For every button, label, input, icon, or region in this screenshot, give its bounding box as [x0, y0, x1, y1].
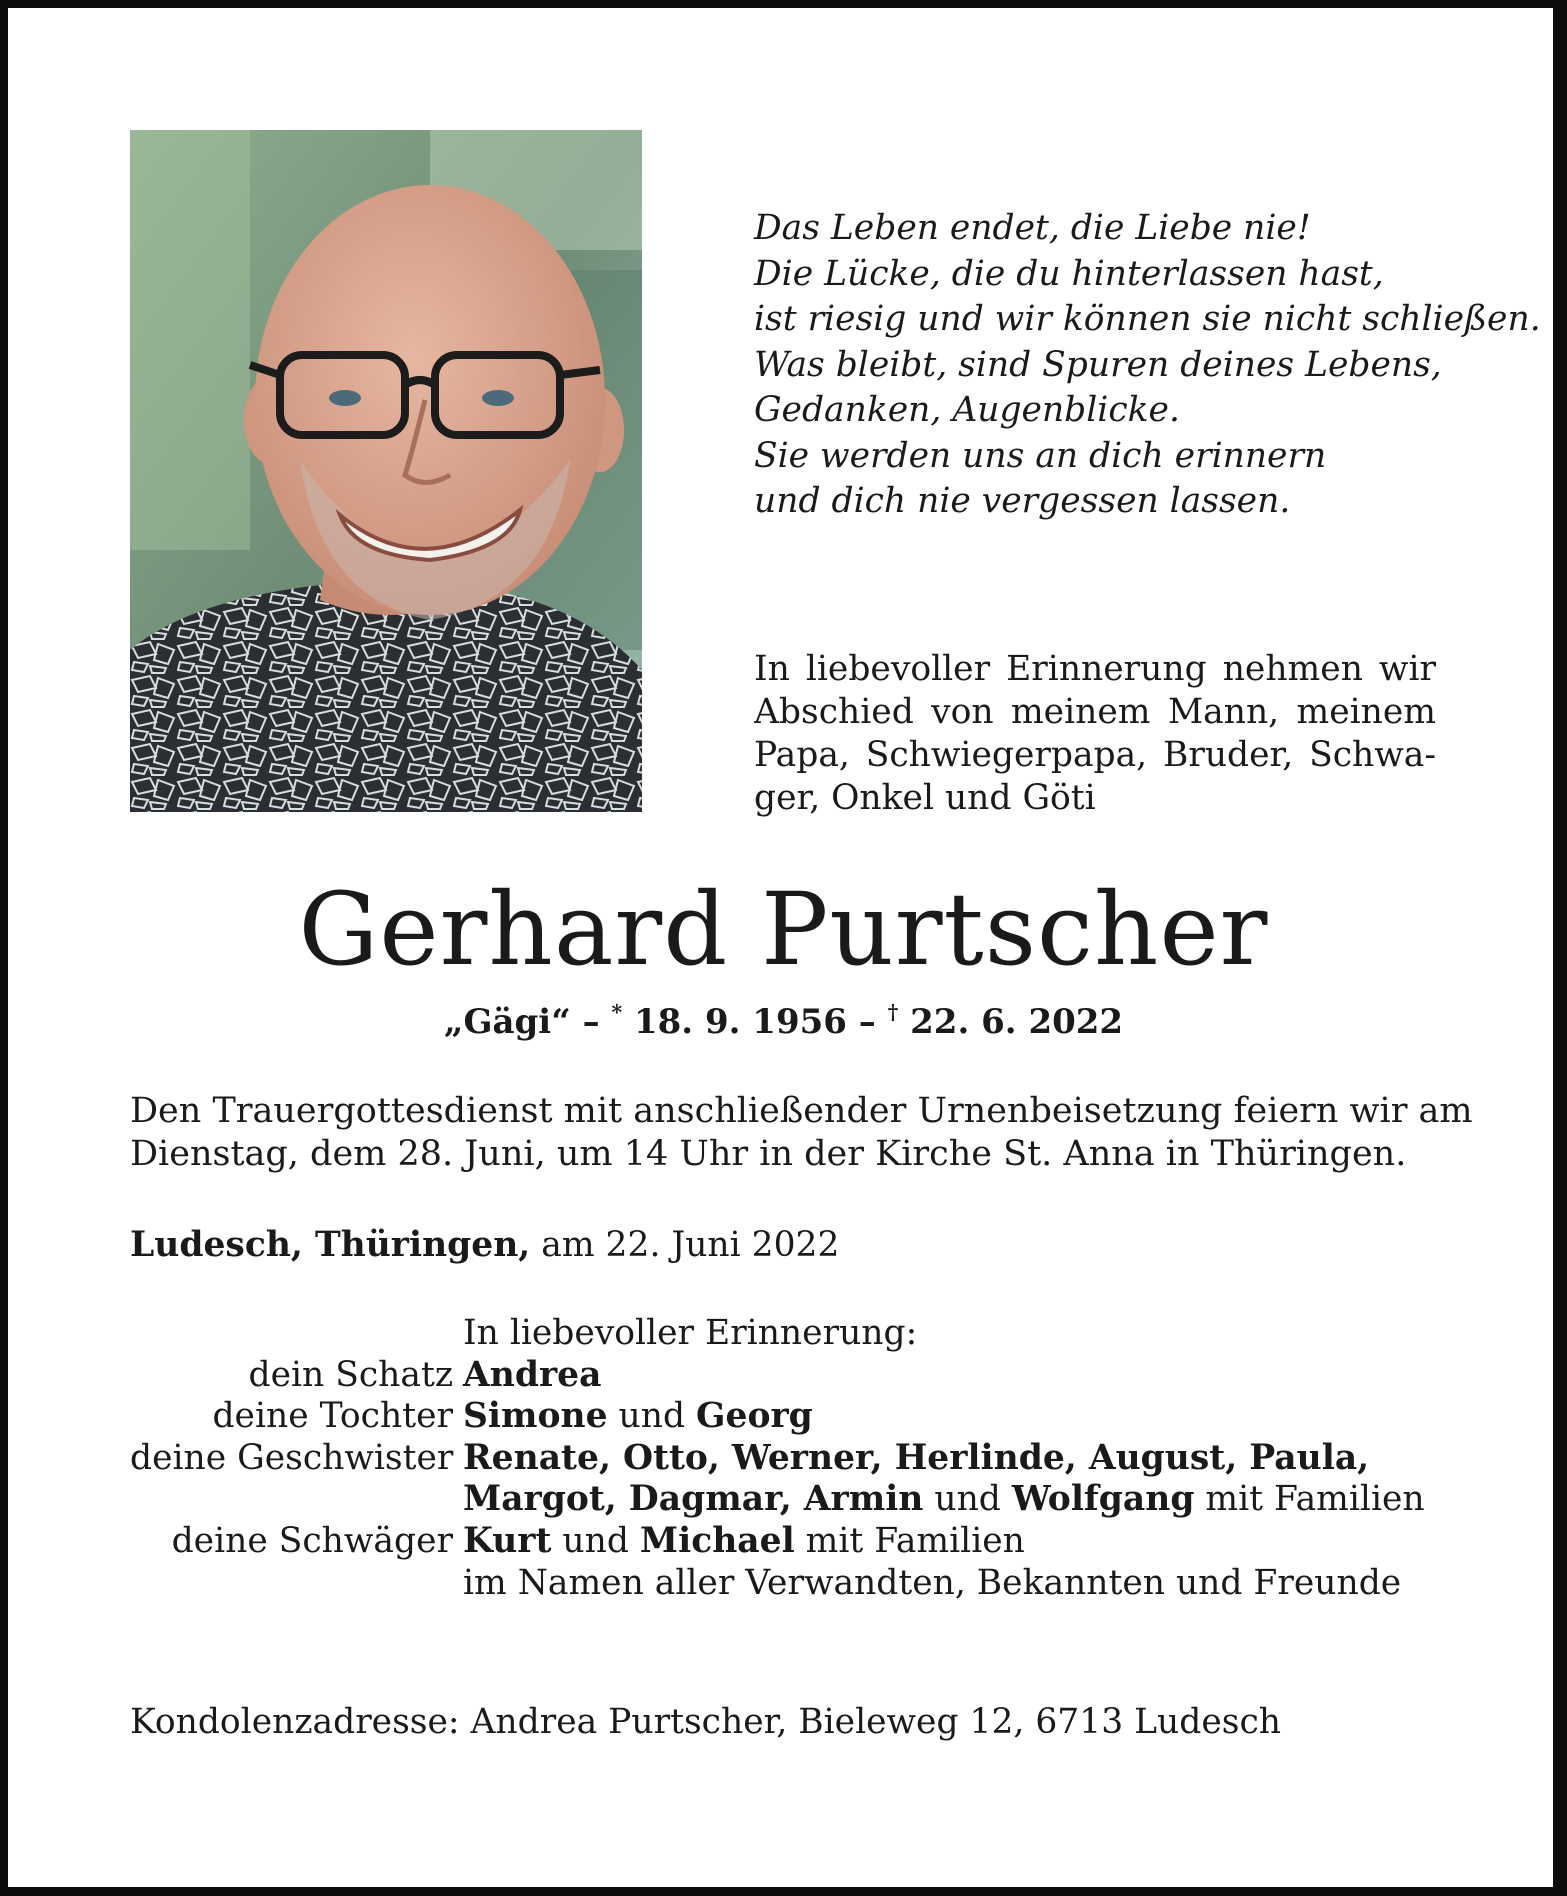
connector-text: und [607, 1396, 697, 1437]
condolence-address: Kondolenzadresse: Andrea Purtscher, Bieleweg 12, 6713 Ludesch [130, 1702, 1281, 1742]
mourner-row [130, 1521, 1450, 1563]
intro-line: ger, Onkel und Göti [754, 778, 1096, 818]
death-date: 22. 6. 2022 [898, 1002, 1124, 1042]
mourner-row [130, 1355, 1450, 1397]
mourner-name: Andrea [463, 1354, 602, 1395]
mourner-name: Simone [463, 1396, 608, 1437]
intro-line: Abschied von meinem Mann, meinem [754, 692, 1436, 732]
mourners-heading-row [130, 1313, 1450, 1355]
mourner-row [130, 1396, 1450, 1438]
birth-symbol: * [611, 999, 623, 1024]
death-symbol: † [887, 999, 899, 1024]
poem-line: Was bleibt, sind Spuren deines Lebens, [754, 344, 1442, 385]
deceased-name: Gerhard Purtscher [298, 871, 1269, 988]
relation-label: deine Tochter [212, 1396, 453, 1437]
relation-label [130, 1313, 463, 1355]
intro-line: In liebevoller Erinnerung nehmen wir [754, 649, 1436, 689]
mourner-names [463, 1563, 1450, 1605]
mourner-name: Renate, Otto, Werner, Herlinde, August, Paula, [463, 1437, 1370, 1478]
connector-text: und [923, 1479, 1012, 1520]
service-line: Dienstag, dem 28. Juni, um 14 Uhr in der Kirche St. Anna in Thüringen. [130, 1134, 1407, 1174]
mourner-name: Kurt [463, 1520, 552, 1561]
mourner-name: Michael [639, 1520, 795, 1561]
mourner-name: Wolfgang [1011, 1479, 1195, 1520]
connector-text: im Namen aller Verwandten, Bekannten und Freunde [463, 1562, 1402, 1603]
portrait-illustration [130, 130, 642, 812]
mourner-name: Margot, Dagmar, Armin [463, 1479, 924, 1520]
portrait-photo [130, 130, 642, 812]
mourner-name: Georg [696, 1396, 813, 1437]
poem-line: Das Leben endet, die Liebe nie! [754, 208, 1311, 248]
mourner-row [130, 1479, 1450, 1521]
poem-line: Gedanken, Augenblicke. [754, 390, 1180, 430]
poem-line: und dich nie vergessen lassen. [754, 481, 1291, 521]
mourner-names [463, 1438, 1450, 1480]
relation-label [130, 1479, 463, 1521]
place-date-text: am 22. Juni 2022 [530, 1225, 840, 1265]
mourner-row [130, 1438, 1450, 1480]
place-location: Ludesch, Thüringen, [130, 1225, 531, 1265]
place-date [130, 1223, 839, 1267]
service-line: Den Trauergottesdienst mit anschließender Urnenbeisetzung feiern wir am [130, 1091, 1473, 1131]
poem-line: ist riesig und wir können sie nicht schließen. [754, 299, 1541, 339]
intro-line: Papa, Schwiegerpapa, Bruder, Schwa- [754, 735, 1436, 775]
mourner-names [463, 1479, 1450, 1521]
poem-line: Die Lücke, die du hinterlassen hast, [754, 253, 1384, 294]
dash: – [570, 1002, 612, 1042]
service-announcement [130, 1090, 1473, 1176]
connector-text: mit Familien [1194, 1479, 1425, 1520]
poem [754, 206, 1541, 525]
mourner-names [463, 1355, 1450, 1397]
connector-text: und [551, 1520, 640, 1561]
poem-line: Sie werden uns an dich erinnern [754, 435, 1327, 476]
mourner-rows [130, 1355, 1450, 1605]
relation-label: dein Schatz [248, 1354, 453, 1395]
relation-label: deine Geschwister [130, 1437, 454, 1478]
mourner-names [463, 1396, 1450, 1438]
intro-paragraph [754, 648, 1436, 820]
relation-label [130, 1563, 463, 1605]
relation-label: deine Schwäger [171, 1520, 453, 1561]
birth-date: 18. 9. 1956 [622, 1002, 847, 1042]
nickname: „Gägi“ [443, 1002, 571, 1042]
life-dates [0, 1000, 1567, 1044]
mourner-names [463, 1521, 1450, 1563]
connector-text: mit Familien [794, 1520, 1025, 1561]
mourners-list [130, 1313, 1450, 1604]
mourner-row [130, 1563, 1450, 1605]
dash: – [846, 1002, 888, 1042]
mourners-heading: In liebevoller Erinnerung: [463, 1313, 918, 1353]
